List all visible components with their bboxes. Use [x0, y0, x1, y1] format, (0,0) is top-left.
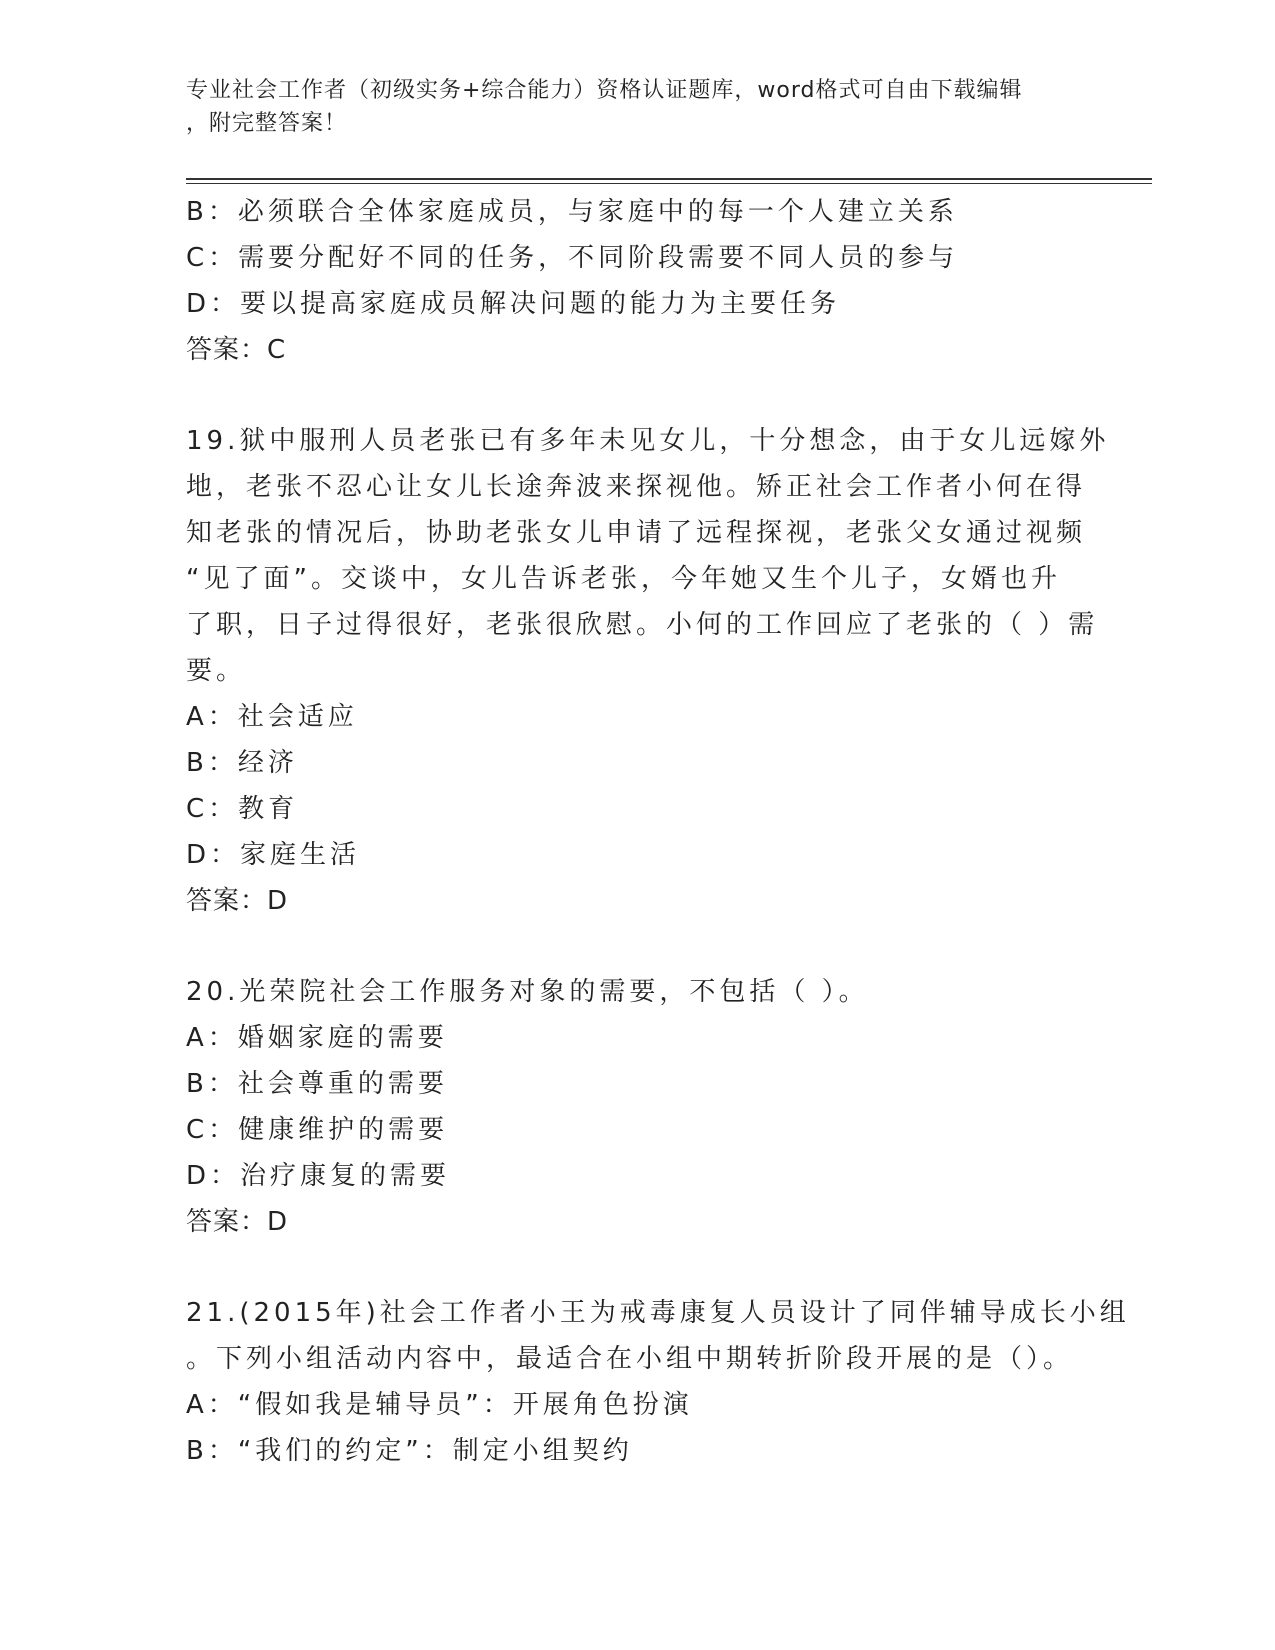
header-line-2: ，附完整答案！	[186, 111, 348, 136]
q21-option-a: A：“假如我是辅导员”：开展角色扮演	[186, 1390, 693, 1420]
question-20	[186, 969, 1086, 1245]
header-divider-thick	[186, 178, 1152, 180]
q19-option-d: D：家庭生活	[186, 840, 361, 870]
q21-stem	[186, 1290, 1130, 1382]
q21-stem-line: 。下列小组活动内容中，最适合在小组中期转折阶段开展的是（）。	[186, 1344, 1074, 1374]
question-19	[186, 418, 1110, 924]
q21-option-b: B：“我们的约定”：制定小组契约	[186, 1436, 633, 1466]
q18-option-d: D：要以提高家庭成员解决问题的能力为主要任务	[186, 289, 841, 319]
header-line-1: 专业社会工作者（初级实务+综合能力）资格认证题库，word格式可自由下载编辑	[186, 78, 1023, 103]
q18-answer: 答案：C	[186, 335, 287, 365]
q19-stem-line: “见了面”。交谈中，女儿告诉老张，今年她又生个儿子，女婿也升	[186, 564, 1061, 594]
q19-stem-line: 地，老张不忍心让女儿长途奔波来探视他。矫正社会工作者小何在得	[186, 472, 1087, 502]
q20-answer: 答案：D	[186, 1207, 289, 1237]
question-content	[186, 189, 1130, 1474]
q20-option-a: A：婚姻家庭的需要	[186, 1023, 448, 1053]
q21-stem-line: 21.(2015年)社会工作者小王为戒毒康复人员设计了同伴辅导成长小组	[186, 1298, 1130, 1328]
q18-option-c: C：需要分配好不同的任务，不同阶段需要不同人员的参与	[186, 243, 959, 273]
header-divider-thin	[186, 183, 1152, 184]
q19-stem-line: 要。	[186, 656, 247, 686]
document-header	[186, 74, 1086, 140]
q19-stem-line: 知老张的情况后，协助老张女儿申请了远程探视，老张父女通过视频	[186, 518, 1087, 548]
question-21	[186, 1290, 1130, 1474]
q19-option-a: A：社会适应	[186, 702, 358, 732]
q20-stem: 20.光荣院社会工作服务对象的需要，不包括（ ）。	[186, 977, 869, 1007]
question-18-tail	[186, 189, 1086, 373]
q20-option-c: C：健康维护的需要	[186, 1115, 449, 1145]
q19-answer: 答案：D	[186, 886, 289, 916]
q19-stem-line: 了职，日子过得很好，老张很欣慰。小何的工作回应了老张的（ ）需	[186, 610, 1099, 640]
q19-option-b: B：经济	[186, 748, 298, 778]
q19-stem	[186, 418, 1110, 694]
q19-option-c: C：教育	[186, 794, 299, 824]
q19-stem-line: 19.狱中服刑人员老张已有多年未见女儿，十分想念，由于女儿远嫁外	[186, 426, 1110, 456]
q20-option-d: D：治疗康复的需要	[186, 1161, 451, 1191]
q20-option-b: B：社会尊重的需要	[186, 1069, 448, 1099]
q18-option-b: B：必须联合全体家庭成员，与家庭中的每一个人建立关系	[186, 197, 958, 227]
